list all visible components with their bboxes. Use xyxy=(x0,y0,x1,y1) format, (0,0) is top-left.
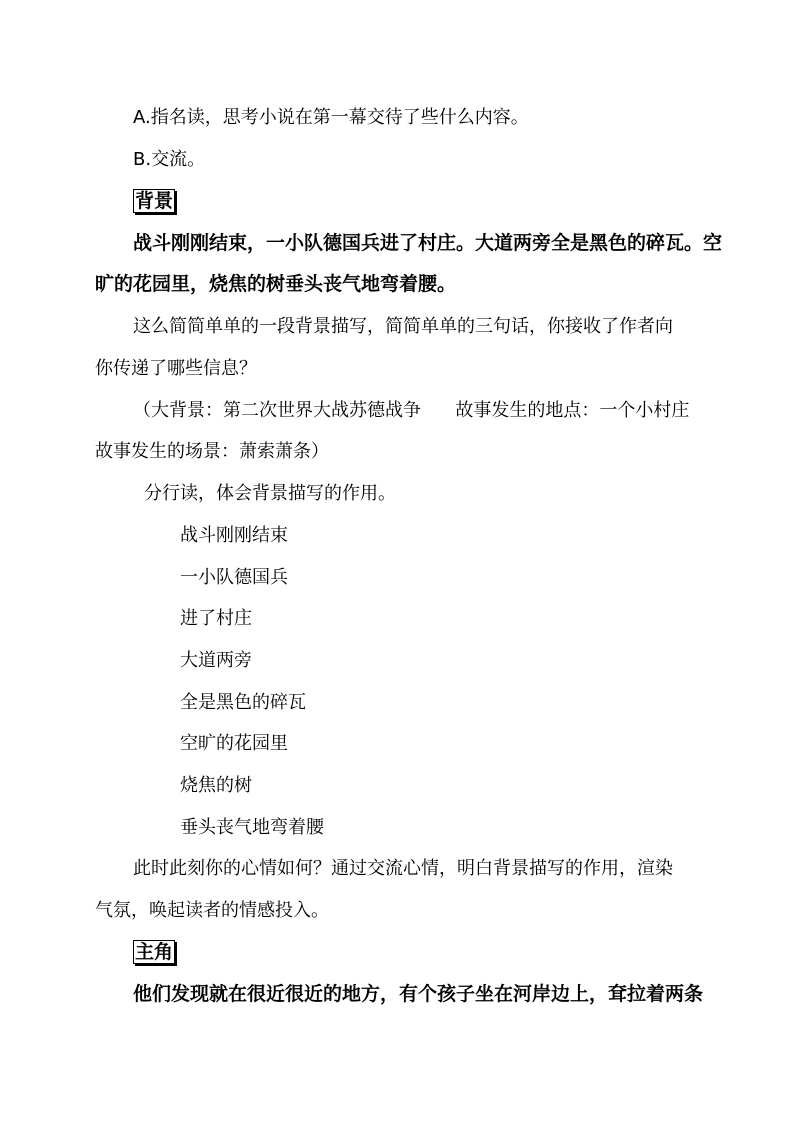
verse-line: 烧焦的树 xyxy=(180,775,252,796)
verse-line: 大道两旁 xyxy=(180,650,252,671)
verse-line: 战斗刚刚结束 xyxy=(180,525,288,546)
paragraph-4: 分行读，体会背景描写的作用。 xyxy=(144,483,396,504)
verse-line: 全是黑色的碎瓦 xyxy=(180,692,306,713)
heading-protagonist-label: 主角 xyxy=(135,941,174,963)
verse-line: 进了村庄 xyxy=(180,608,252,629)
bold-paragraph-1-line-1: 战斗刚刚结束，一小队德国兵进了村庄。大道两旁全是黑色的碎瓦。空 xyxy=(133,232,723,254)
paragraph-2-line-1: 这么简简单单的一段背景描写，简简单单的三句话，你接收了作者向 xyxy=(133,316,673,337)
instruction-line-a: A.指名读，思考小说在第一幕交待了些什么内容。 xyxy=(133,107,529,128)
instruction-line-b: B.交流。 xyxy=(133,149,206,170)
paragraph-5-line-2: 气氛，唤起读者的情感投入。 xyxy=(95,900,329,921)
paragraph-2-line-2: 你传递了哪些信息？ xyxy=(95,358,257,379)
bold-paragraph-6-line-1: 他们发现就在很近很近的地方，有个孩子坐在河岸边上，耷拉着两条 xyxy=(133,983,704,1005)
paragraph-5-line-1: 此时此刻你的心情如何？通过交流心情，明白背景描写的作用，渲染 xyxy=(133,858,673,879)
verse-line: 空旷的花园里 xyxy=(180,733,288,754)
verse-line: 一小队德国兵 xyxy=(180,567,288,588)
section-heading-protagonist xyxy=(133,940,175,964)
paragraph-3-line-2: 故事发生的场景：萧索萧条） xyxy=(95,441,329,462)
bold-paragraph-1-line-2: 旷的花园里，烧焦的树垂头丧气地弯着腰。 xyxy=(95,273,457,295)
paragraph-3-line-1: （大背景：第二次世界大战苏德战争 故事发生的地点：一个小村庄 xyxy=(133,400,690,421)
section-heading-background xyxy=(133,189,175,213)
verse-line: 垂头丧气地弯着腰 xyxy=(180,817,324,838)
heading-background-label: 背景 xyxy=(135,190,174,212)
